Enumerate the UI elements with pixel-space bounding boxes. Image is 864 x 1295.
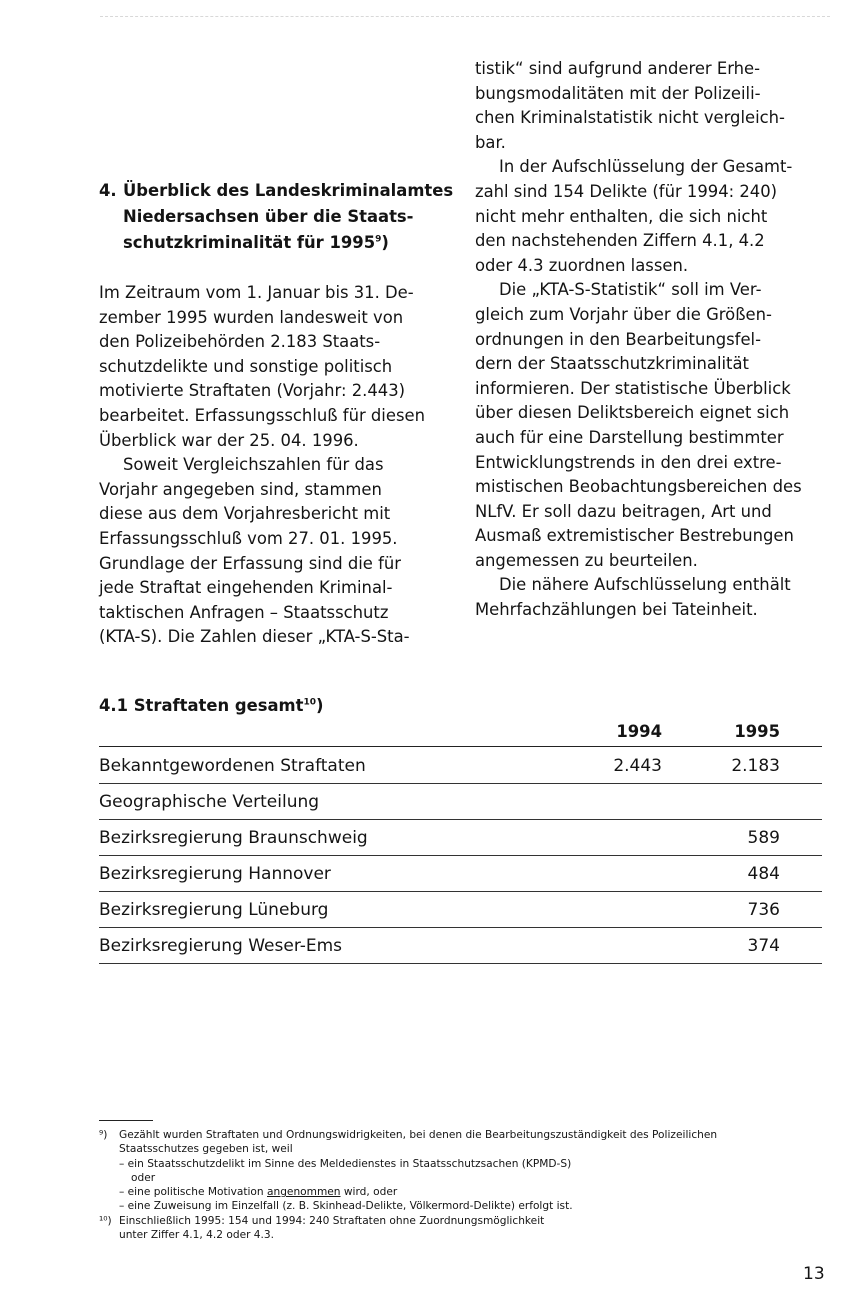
row-label: Bezirksregierung Lüneburg bbox=[99, 900, 329, 920]
paragraph: Soweit Vergleichszahlen für das Vorjahr angegeben sind, stammen diese aus dem Vorjahresbericht mit Erfassungsschluß vom 27. 01. 1995. Grundlage der Erfassung sind die für jede Straftat eingehenden Kriminal- taktischen Anfragen – Staatsschutz (KTA-S). Die Zahlen dieser „KTA-S-Sta- bbox=[99, 455, 410, 647]
footnote-9: ⁹) Gezählt wurden Straftaten und Ordnungswidrigkeiten, bei denen die Bearbeitungszuständigkeit des Polizeilichen Staatsschutzes gegeben ist, weil – ein Staatsschutzdelikt im Sinne des Meldedienstes in Staatsschutzsachen (KPMD-S) oder – eine politische Motivation angenommen wird, oder – eine Zuweisung im Einzelfall (z. B. Skinhead-Delikte, Völkermord-Delikte) erfolgt ist. bbox=[99, 1129, 718, 1213]
value-1994: 2.443 bbox=[613, 756, 662, 776]
table-row bbox=[99, 748, 822, 784]
table-row bbox=[99, 784, 822, 820]
column-header-1995: 1995 bbox=[734, 722, 780, 741]
footnote-mark: ¹⁰) bbox=[99, 1214, 112, 1227]
row-label: Bezirksregierung Hannover bbox=[99, 864, 331, 884]
row-label: Bezirksregierung Braunschweig bbox=[99, 828, 368, 848]
value-1995: 374 bbox=[747, 936, 780, 956]
left-column bbox=[99, 281, 439, 650]
footnote-mark: ⁹) bbox=[99, 1129, 108, 1141]
statistics-table bbox=[99, 748, 822, 964]
section-title-line: schutzkriminalität für 1995$^9$) bbox=[123, 233, 389, 252]
section-heading bbox=[99, 178, 469, 256]
paragraph: Im Zeitraum vom 1. Januar bis 31. De- zember 1995 wurden landesweit von den Polizeibehörden 2.183 Staats- schutzdelikte und sonstige politisch motivierte Straftaten (Vorjahr: 2.443) bearbeitet. Erfassungsschluß für diesen Überblick war der 25. 04. 1996. bbox=[99, 283, 425, 450]
value-1995: 736 bbox=[747, 900, 780, 920]
table-row bbox=[99, 820, 822, 856]
row-label: Geographische Verteilung bbox=[99, 792, 320, 812]
footnote-10: ¹⁰) Einschließlich 1995: 154 und 1994: 240 Straftaten ohne Zuordnungsmöglichkeit unter Ziffer 4.1, 4.2 oder 4.3. bbox=[99, 1214, 545, 1242]
section-title-line: Überblick des Landeskriminalamtes bbox=[123, 181, 454, 200]
value-1995: 484 bbox=[747, 864, 780, 884]
row-label: Bezirksregierung Weser-Ems bbox=[99, 936, 343, 956]
footnote-ref-10[interactable]: 10 bbox=[303, 697, 316, 708]
table-row bbox=[99, 892, 822, 928]
table-row bbox=[99, 856, 822, 892]
paragraph: Die „KTA-S-Statistik“ soll im Ver- gleich zum Vorjahr über die Größen- ordnungen in den Bearbeitungsfel- dern der Staatsschutzkriminalität informieren. Der statistische Überblick über diesen Deliktsbereich eignet sich auch für eine Darstellung bestimmter Entwicklungstrends in den drei extre- mistischen Beobachtungsbereichen des NLfV. Er soll dazu beitragen, Art und Ausmaß extremistischer Bestrebungen angemessen zu beurteilen. bbox=[475, 280, 802, 570]
footnote-ref-9[interactable]: 9 bbox=[375, 234, 382, 245]
footnote-rule bbox=[99, 1120, 153, 1121]
paragraph: Die nähere Aufschlüsselung enthält Mehrfachzählungen bei Tateinheit. bbox=[475, 575, 791, 620]
section-title-line: Niedersachsen über die Staats- bbox=[123, 207, 414, 226]
column-header-1994: 1994 bbox=[616, 722, 662, 741]
value-1995: 589 bbox=[747, 828, 780, 848]
header-rule bbox=[100, 16, 830, 17]
page-number: 13 bbox=[803, 1264, 825, 1284]
table-header bbox=[99, 718, 822, 747]
value-1995: 2.183 bbox=[731, 756, 780, 776]
table-title: 4.1 Straftaten gesamt$^{10}$) bbox=[99, 696, 324, 715]
table-row bbox=[99, 928, 822, 964]
paragraph: tistik“ sind aufgrund anderer Erhe- bungsmodalitäten mit der Polizeili- chen Kriminalstatistik nicht vergleich- bar. bbox=[475, 59, 785, 152]
paragraph: In der Aufschlüsselung der Gesamt- zahl sind 154 Delikte (für 1994: 240) nicht mehr enthalten, die sich nicht den nachstehenden Ziffern 4.1, 4.2 oder 4.3 zuordnen lassen. bbox=[475, 157, 793, 275]
row-label: Bekanntgewordenen Straftaten bbox=[99, 756, 366, 776]
footnotes bbox=[99, 1128, 819, 1242]
right-column bbox=[475, 57, 820, 623]
section-number: 4. bbox=[99, 181, 117, 200]
